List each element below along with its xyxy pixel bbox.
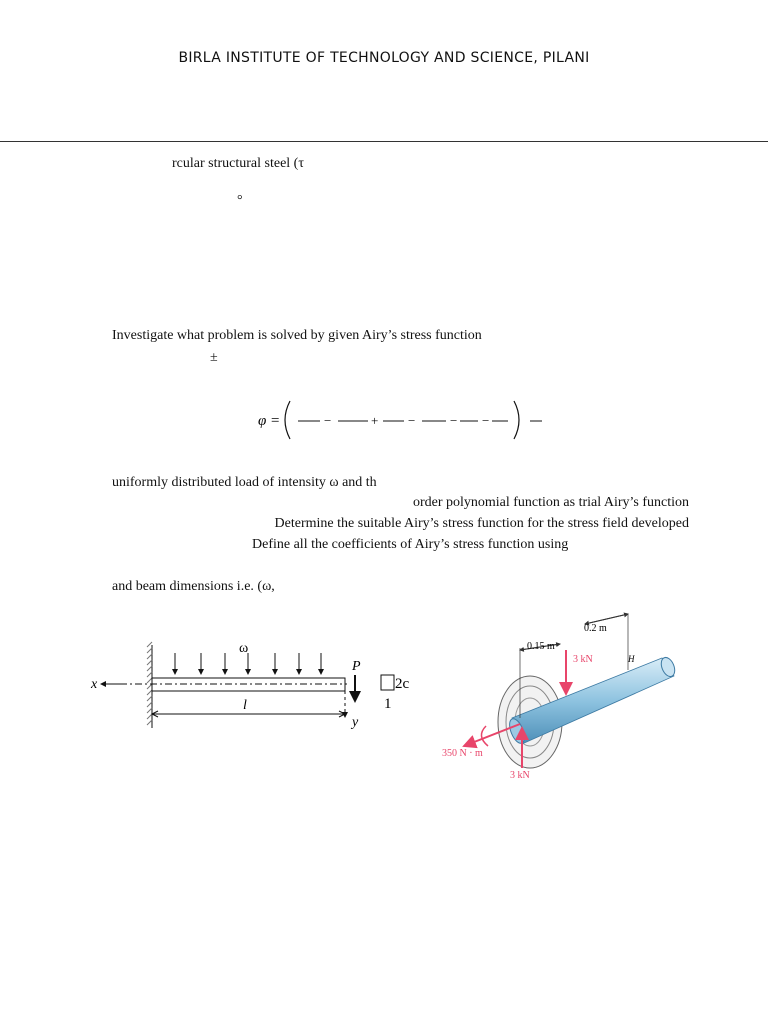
airy-stress-function-equation bbox=[250, 395, 550, 445]
eq-op: + bbox=[371, 413, 379, 428]
right-paren bbox=[514, 401, 519, 439]
fixed-support-hatch bbox=[147, 642, 152, 728]
point-h-label: H bbox=[628, 654, 635, 664]
shaft-figure bbox=[430, 610, 710, 790]
eq-op: − bbox=[482, 413, 490, 428]
width-label: 1 bbox=[384, 696, 392, 712]
load-p-label: P bbox=[352, 659, 361, 674]
omega-label: ω bbox=[239, 641, 249, 656]
q2-intro: Investigate what problem is solved by given Airy’s stress function bbox=[112, 328, 482, 343]
dim-label-0-2m: 0.2 m bbox=[584, 623, 607, 634]
q3-line-2: order polynomial function as trial Airy’s function bbox=[412, 495, 689, 510]
q1-fragment: rcular structural steel (τ bbox=[172, 156, 304, 171]
torque-label: 350 N · m bbox=[442, 748, 483, 759]
eq-op: − bbox=[450, 413, 458, 428]
cross-section-box bbox=[381, 675, 394, 690]
force-top-label: 3 kN bbox=[573, 654, 593, 665]
length-label: l bbox=[243, 698, 247, 713]
institute-header: BIRLA INSTITUTE OF TECHNOLOGY AND SCIENCE, PILANI bbox=[178, 50, 590, 66]
cantilever-beam-figure bbox=[85, 625, 425, 755]
force-bottom-label: 3 kN bbox=[510, 770, 530, 781]
y-axis-label: y bbox=[352, 715, 359, 730]
degree-mark: ° bbox=[237, 193, 243, 208]
q3-line-4: Define all the coefficients of Airy’s stress function using bbox=[252, 537, 569, 552]
plus-minus-sign: ± bbox=[210, 350, 218, 365]
eq-op: − bbox=[324, 413, 332, 428]
header-divider bbox=[0, 141, 768, 142]
depth-label: 2c bbox=[395, 676, 410, 692]
q3-line-1: uniformly distributed load of intensity ω and th bbox=[112, 475, 377, 490]
distributed-load-arrows bbox=[175, 653, 321, 674]
left-paren bbox=[285, 401, 290, 439]
q3-line-5: and beam dimensions i.e. (ω, bbox=[112, 579, 275, 594]
q3-line-3: Determine the suitable Airy’s stress function for the stress field developed bbox=[274, 516, 689, 531]
phi-symbol: φ = bbox=[258, 413, 281, 429]
x-axis-label: x bbox=[91, 677, 98, 692]
dim-label-0-15m: 0.15 m bbox=[527, 641, 555, 652]
eq-op: − bbox=[408, 413, 416, 428]
